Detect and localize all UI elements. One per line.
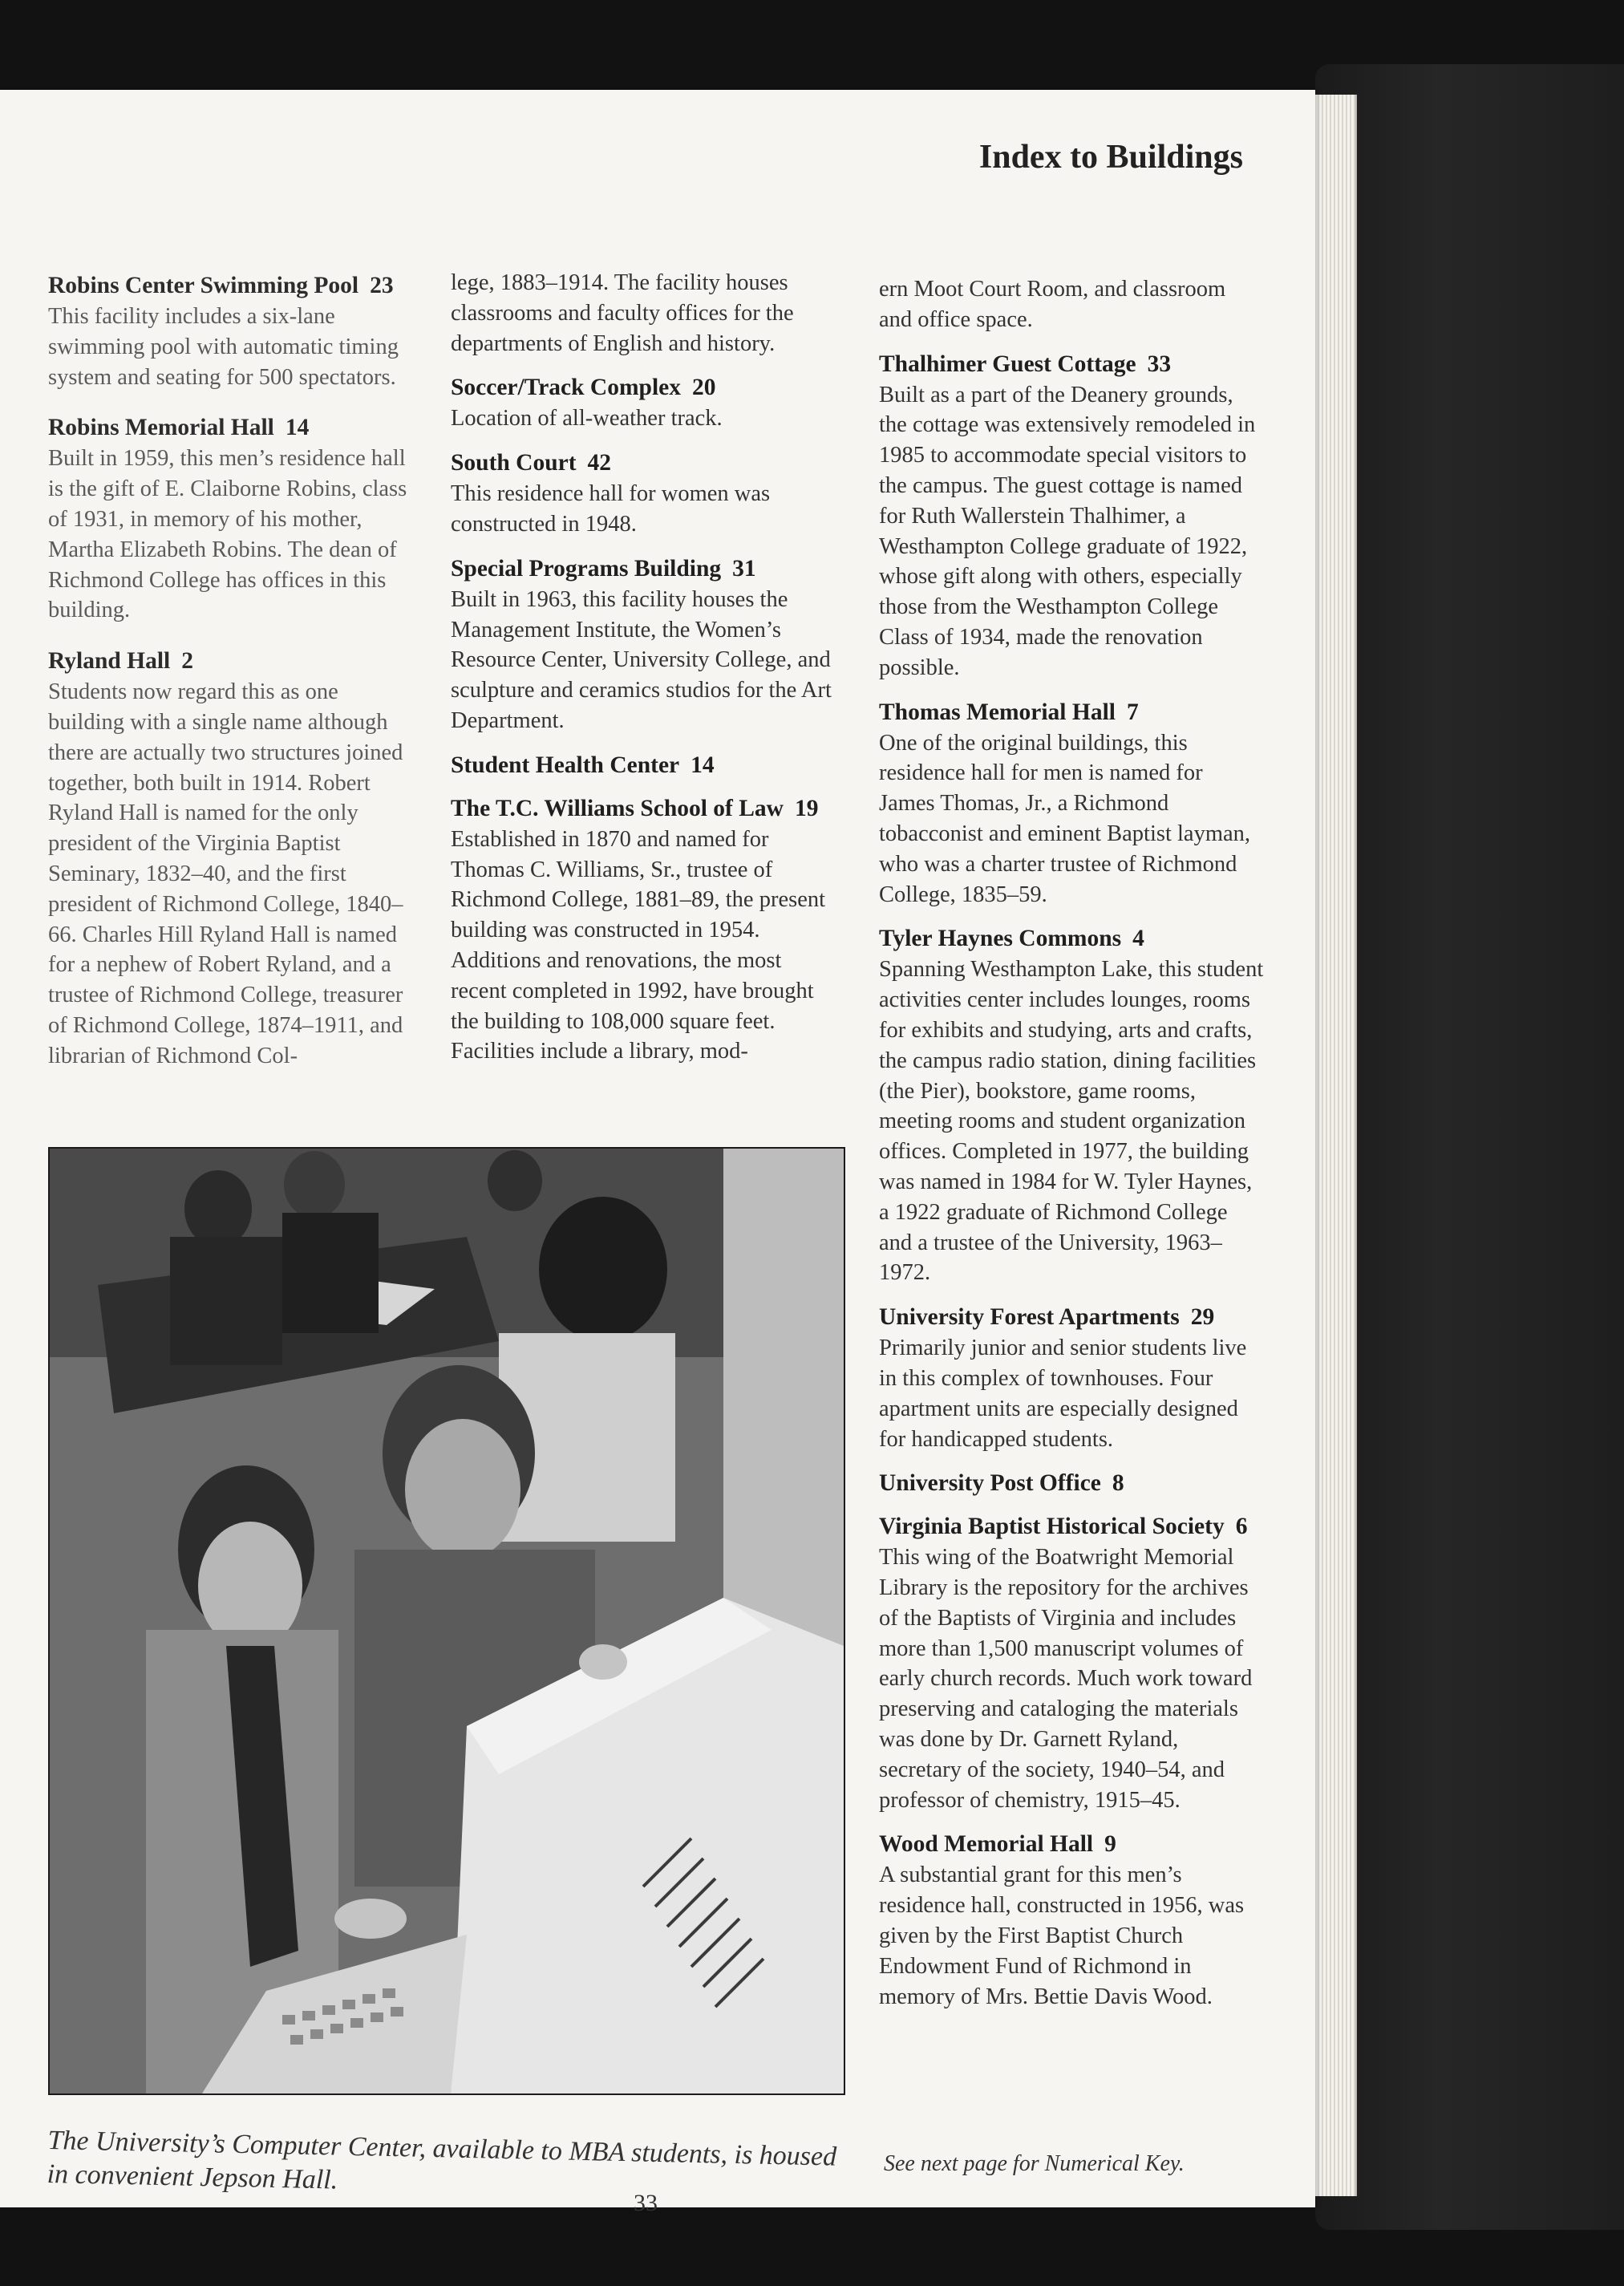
building-entry [48, 646, 419, 1071]
map-number: 7 [1126, 699, 1139, 725]
column-3 [879, 274, 1264, 2026]
building-name: Ryland Hall [48, 648, 171, 675]
map-number: 31 [732, 555, 756, 582]
building-description: Location of all-weather track. [451, 406, 723, 432]
column-2 [451, 268, 839, 1081]
building-name: Special Programs Building [451, 555, 722, 582]
building-name: Virginia Baptist Historical Society [879, 1514, 1225, 1540]
building-description: This wing of the Boatwright Memorial Library is the repository for the archives of the Baptists of Virginia and includes more than 1,500 manuscript volumes of early church records. Much work toward preserving and cataloging the materials was done by Dr. Garnett Ryland, secretary of the society, 1940–54, and professor of chemistry, 1915–45. [879, 1545, 1253, 1813]
building-description: This residence hall for women was constructed in 1948. [451, 481, 771, 537]
page-title: Index to Buildings [978, 139, 1243, 176]
building-description: A substantial grant for this men’s residence hall, constructed in 1956, was given by the First Baptist Church Endowment Fund of Richmond in memory of Mrs. Bettie Davis Wood. [879, 1862, 1245, 2009]
map-number: 2 [181, 648, 193, 675]
map-number: 23 [370, 273, 394, 298]
building-entry [48, 413, 419, 626]
building-description: Spanning Westhampton Lake, this student activities center includes lounges, rooms for exhibits and studying, arts and crafts, the campus radio station, dining facilities (the Pier), bookstore, game rooms, meeting rooms and student organization offices. Completed in 1977, the building was named in 1984 for W. Tyler Haynes, a 1922 graduate of Richmond College and a trustee of the University, 1963–1972. [879, 957, 1264, 1286]
computer-center-photo [48, 1147, 845, 2095]
building-description: One of the original buildings, this residence hall for men is named for James Thomas, Jr., a Richmond tobacconist and eminent Baptist layman, who was a charter trustee of Richmond College, 1835–59. [879, 730, 1251, 907]
map-number: 6 [1235, 1514, 1248, 1540]
page-number: 33 [634, 2190, 658, 2216]
building-name: Soccer/Track Complex [451, 375, 682, 401]
building-description: Built in 1963, this facility houses the Management Institute, the Women’s Resource Center, University College, and sculpture and ceramics studios for the Art Department. [451, 586, 832, 733]
map-number: 9 [1104, 1831, 1116, 1858]
building-entry [451, 794, 839, 1067]
building-description: lege, 1883–1914. The facility houses classrooms and faculty offices for the departments of English and history. [451, 270, 794, 356]
building-description: Established in 1870 and named for Thomas C. Williams, Sr., trustee of Richmond College, 1881–89, the present building was constructed in 1954. Additions and renovations, the most recent completed in 1992, have brought the building to 108,000 square feet. Facilities include a library, mod- [451, 826, 826, 1064]
map-number: 33 [1147, 351, 1172, 377]
continued-text [879, 274, 1264, 335]
map-number: 8 [1112, 1470, 1124, 1497]
building-name: Robins Memorial Hall [48, 415, 274, 441]
building-entry [879, 924, 1264, 1288]
building-entry [451, 448, 839, 540]
continued-text [451, 268, 839, 359]
building-name: South Court [451, 450, 577, 476]
building-name: Robins Center Swimming Pool [48, 273, 359, 298]
building-entry [879, 1303, 1264, 1454]
building-entry [48, 271, 419, 392]
building-entry [879, 698, 1264, 910]
building-name: Thalhimer Guest Cottage [879, 351, 1136, 377]
photo-illustration [50, 1149, 844, 2093]
map-number: 29 [1190, 1304, 1215, 1331]
building-entry [879, 1469, 1264, 1498]
book-binding [1315, 64, 1624, 2230]
photo-caption: The University’s Computer Center, available to MBA students, is housed in convenient Jepson Hall. [47, 2125, 837, 2195]
building-name: Thomas Memorial Hall [879, 699, 1116, 725]
building-name: Student Health Center [451, 752, 680, 778]
building-description: Students now regard this as one building with a single name although there are actually two structures joined together, both built in 1914. Robert Ryland Hall is named for the only president of the Virginia Baptist Seminary, 1832–40, and the first president of Richmond College, 1840–66. Charles Hill Ryland Hall is named for a nephew of Robert Ryland, and a trustee of Richmond College, treasurer of Richmond College, 1874–1911, and librarian of Richmond Col- [48, 679, 403, 1068]
building-description: This facility includes a six-lane swimming pool with automatic timing system and seating for 500 spectators. [48, 304, 399, 390]
building-entry [451, 554, 839, 736]
building-entry [879, 1830, 1264, 2012]
building-name: University Post Office [879, 1470, 1101, 1497]
building-description: Built in 1959, this men’s residence hall is the gift of E. Claiborne Robins, class of 1931, in memory of his mother, Martha Elizabeth Robins. The dean of Richmond College has offices in this building. [48, 446, 407, 623]
building-name: Tyler Haynes Commons [879, 926, 1122, 952]
map-number: 42 [587, 450, 612, 476]
map-number: 20 [692, 375, 716, 401]
map-number: 14 [285, 415, 310, 441]
map-number: 19 [795, 795, 819, 821]
column-1 [48, 271, 419, 1092]
building-name: University Forest Apartments [879, 1304, 1180, 1331]
see-next-page-note: See next page for Numerical Key. [884, 2151, 1185, 2176]
building-description: Primarily junior and senior students live in this complex of townhouses. Four apartment units are especially designed for handicapped students. [879, 1336, 1247, 1452]
book-page [0, 90, 1315, 2216]
building-entry [879, 350, 1264, 683]
building-entry [451, 373, 839, 434]
map-number: 4 [1132, 926, 1144, 952]
building-entry [879, 1512, 1264, 1815]
building-description: Built as a part of the Deanery grounds, the cottage was extensively remodeled in 1985 to accommodate special visitors to the campus. The guest cottage is named for Ruth Wallerstein Thalhimer, a Westhampton College graduate of 1922, whose gift along with others, especially those from the Westhampton College Class of 1934, made the renovation possible. [879, 382, 1256, 680]
building-description: ern Moot Court Room, and classroom and office space. [879, 277, 1226, 332]
map-number: 14 [691, 752, 715, 778]
building-name: Wood Memorial Hall [879, 1831, 1094, 1858]
building-name: The T.C. Williams School of Law [451, 795, 784, 821]
building-entry [451, 751, 839, 780]
